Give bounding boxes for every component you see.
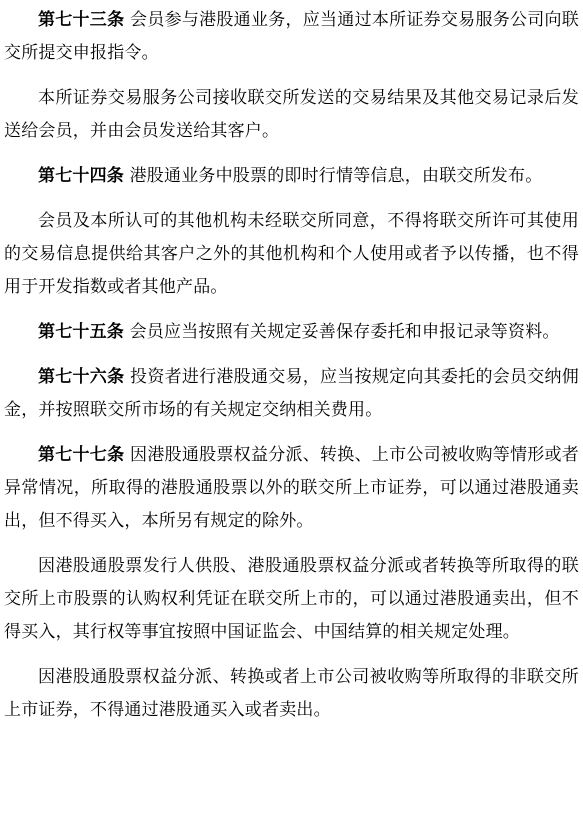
article-75-paragraph <box>4 316 579 349</box>
article-77-paragraph <box>4 439 579 538</box>
article-74-paragraph-2 <box>4 205 579 304</box>
article-number: 第七十七条 <box>38 445 125 465</box>
article-number: 第七十四条 <box>38 166 124 186</box>
paragraph-text: 因港股通股票权益分派、转换、上市公司被收购等情形或者异常情况，所取得的港股通股票以外的联交所上市证券，可以通过港股通卖出，但不得买入，本所另有规定的除外。 <box>4 445 580 531</box>
article-76-paragraph <box>4 361 579 427</box>
paragraph-text: 因港股通股票权益分派、转换或者上市公司被收购等所取得的非联交所上市证券，不得通过港股通买入或者卖出。 <box>4 667 579 720</box>
paragraph-text: 投资者进行港股通交易，应当按规定向其委托的会员交纳佣金，并按照联交所市场的有关规定交纳相关费用。 <box>4 367 580 420</box>
article-73-paragraph-2 <box>4 82 579 148</box>
paragraph-text: 本所证券交易服务公司接收联交所发送的交易结果及其他交易记录后发送给会员，并由会员发送给其客户。 <box>4 88 579 141</box>
paragraph-text: 港股通业务中股票的即时行情等信息，由联交所发布。 <box>129 166 543 186</box>
paragraph-text: 会员及本所认可的其他机构未经联交所同意，不得将联交所许可其使用的交易信息提供给其客户之外的其他机构和个人使用或者予以传播，也不得用于开发指数或者其他产品。 <box>4 211 579 297</box>
article-77-paragraph-3 <box>4 661 579 727</box>
article-number: 第七十六条 <box>38 367 125 387</box>
paragraph-text: 会员应当按照有关规定妥善保存委托和申报记录等资料。 <box>129 322 560 342</box>
article-number: 第七十五条 <box>38 322 124 342</box>
paragraph-text: 因港股通股票发行人供股、港股通股票权益分派或者转换等所取得的联交所上市股票的认购权利凭证在联交所上市的，可以通过港股通卖出，但不得买入，其行权等事宜按照中国证监会、中国结算的相关规定处理。 <box>4 556 579 642</box>
article-73-paragraph <box>4 4 579 70</box>
article-number: 第七十三条 <box>38 10 125 30</box>
article-74-paragraph <box>4 160 579 193</box>
paragraph-text: 会员参与港股通业务，应当通过本所证券交易服务公司向联交所提交申报指令。 <box>4 10 580 63</box>
article-77-paragraph-2 <box>4 550 579 649</box>
